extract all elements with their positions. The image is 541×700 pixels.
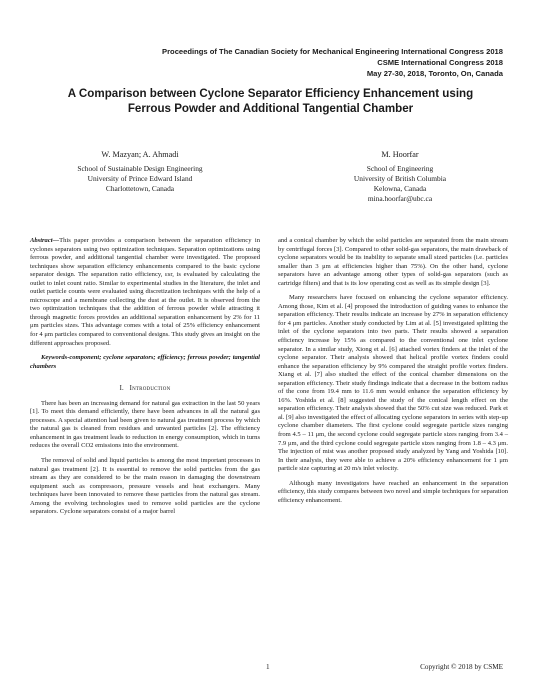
affiliation-location: Charlottetown, Canada — [105, 184, 175, 193]
affiliation-university: University of Prince Edward Island — [87, 174, 193, 183]
author-names: W. Mazyan; A. Ahmadi — [101, 150, 179, 159]
paper-title — [30, 86, 511, 116]
body-paragraph-3: Although many investigators have reached an enhancement in the separation efficiency, this study compares between two novel and simple techniques for separation efficiency enhancement. — [278, 479, 508, 504]
abstract — [30, 237, 260, 348]
date-location-line: May 27-30, 2018, Toronto, On, Canada — [366, 69, 503, 78]
intro-paragraph-1: There has been an increasing demand for natural gas extraction in the last 50 years [1]. To meet this demand efficiently, there have been advances in all the natural gas processes. A special attention had been given to natural gas treatment process by which the natural gas is cleaned from residues and unwanted particles [2]. The efficiency enhancement in gas treatment leads to reduction in energy consumption, which in turns reduces the overall CO2 emissions into the environment. — [30, 399, 260, 450]
intro-paragraph-2: The removal of solid and liquid particles is among the most important processes in natural gas treatment [2]. It is essential to remove the solid particles from the gas stream as they are considered to be the main reason in damaging the downstream equipment such as compressors, pressure vessels and heat exchangers. Many techniques have been innovated to remove these particles from the natural gas stream. Among the evolving technologies used to remove solid particles are the cyclone separators. Cyclone separators consist of a major barrel — [30, 457, 260, 516]
affiliation-dept: School of Sustainable Design Engineering — [77, 164, 203, 173]
copyright: Copyright © 2018 by CSME — [420, 663, 503, 671]
abstract-label: Abstract— — [30, 237, 60, 244]
section-number: I. — [119, 385, 124, 393]
author-block-2 — [320, 150, 480, 204]
right-column — [278, 237, 508, 505]
affiliation-dept: School of Engineering — [366, 164, 434, 173]
affiliation-location: Kelowna, Canada — [373, 184, 427, 193]
author-names: M. Hoorfar — [381, 150, 419, 159]
proceedings-line: Proceedings of The Canadian Society for Mechanical Engineering International Congress 2018 — [162, 47, 503, 56]
affiliation-university: University of British Columbia — [353, 174, 447, 183]
title-line-2: Ferrous Powder and Additional Tangential Chamber — [127, 102, 414, 115]
congress-line: CSME International Congress 2018 — [377, 58, 503, 67]
section-title: Introduction — [129, 385, 171, 393]
body-paragraph-1: and a conical chamber by which the solid particles are separated from the main stream by centrifugal forces [3]. Compared to other solid-gas separators, the main drawback of cyclone separators would be its inability to separate small sized particles (i.e. particles smaller than 3 μm at efficiencies higher than 75%). On the other hand, cyclone separators have an advantage among other types of solid-gas separators (such as cartridge filters) and that is its low operating cost as well as its simple design [3]. — [278, 237, 508, 287]
author-block-1 — [60, 150, 220, 194]
title-line-1: A Comparison between Cyclone Separator Efficiency Enhancement using — [67, 87, 474, 100]
page-number: 1 — [266, 663, 270, 671]
keywords: Keywords-component; cyclone separators; efficiency; ferrous powder; tangential chambers — [30, 354, 260, 370]
abstract-text: This paper provides a comparison between the separation efficiency in cyclones separators using two optimization techniques. Separation optimizations using ferrous powder, and additional tangential chamber were investigated. The proposed techniques show separation efficiency enhancements compared to the basic cyclone separator design. The separation ratio efficiency, εsr, is evaluated by calculating the outlet to inlet count ratio. Similar to experimental studies in the literature, the inlet and outlet particle counts were evaluated using discretization techniques with the help of a microscope and a membrane collecting the dust at the outlet. It is observed from the two optimization techniques that the addition of ferrous powder while attracting it through magnetic forces provides an additional separation enhancement by 2% for 11 μm particles sizes. This advantage comes with a total of 25% efficiency enhancement for 4 μm particles compared to conventional designs. This study gives an insight on the different approaches proposed. — [30, 237, 260, 347]
author-email[interactable]: mina.hoorfar@ubc.ca — [367, 194, 433, 203]
section-heading — [30, 385, 260, 394]
left-column — [30, 237, 260, 517]
body-paragraph-2: Many researchers have focused on enhancing the cyclone separator efficiency. Among those, Kim et al. [4] proposed the introduction of guiding vanes to enhance the separation efficiency. Their results indicate an increase by 27% in separation efficiency for 4 μm particles. Another study conducted by Lim at al. [5] investigated splitting the inlet of the cyclone separators into two parts. Their results showed a separation efficiency increase by 15% as compared to the conventional one inlet cyclone separator. In a similar study, Xiong et al. [6] attached vortex finders at the inlet of the cyclone separator. Their analysis showed that helical profile vortex finders could enhance the separation efficiency by 9% compared the straight profile vortex finders. Xiang et al. [7] also studied the effect of the conical chamber dimensions on the separation efficiency. Their study findings indicate that a decrease in the bottom radius of the cone from 19.4 mm to 11.6 mm would enhance the separation efficiency by 16%. Yoshida et al. [8] suggested the study of the conical length effect on the separation efficiency. Their analysis showed that the 50% cut size was reduced. Park et al. [9] also investigated the effect of allocating cyclone separators in series with step-up cyclone chamber diameters. The first cyclone could segregate particle sizes ranging from 4.5 – 11 μm, the second cyclone could segregate particle sizes ranging from 3.4 – 7.9 μm, and the third cyclone could segregate particle sizes ranging from 1.8 – 4.3 μm. The injection of mist was another proposed study analyzed by Yang and Yoshida [10]. In their analysis, they were able to achieve a 20% efficiency enhancement for 1 μm particle size capturing at 20 m/s inlet velocity. — [278, 294, 508, 473]
